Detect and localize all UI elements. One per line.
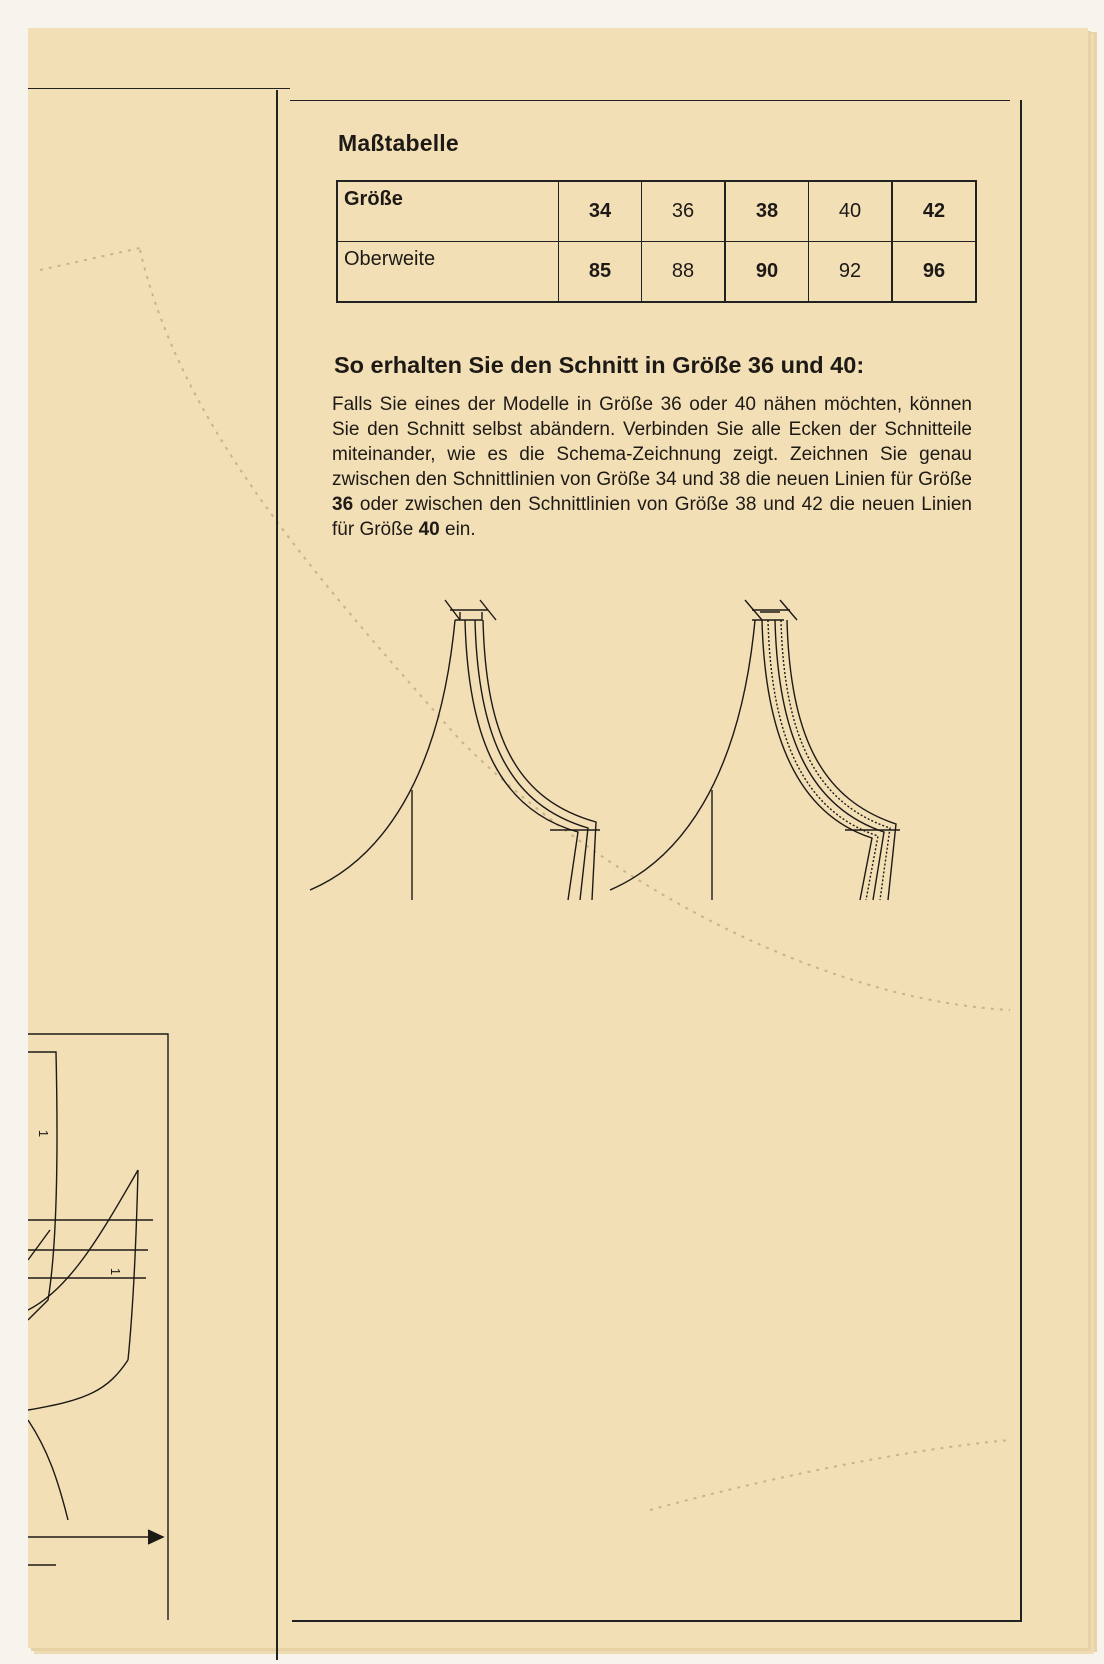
size-40-emphasis: 40 <box>418 519 440 540</box>
pattern-mark-1: 1 <box>36 1129 52 1138</box>
size-cell: 34 <box>559 181 642 242</box>
schema-drawing <box>300 590 980 920</box>
frame-line-left <box>276 90 278 1660</box>
schema-before <box>310 600 600 900</box>
bust-cell: 88 <box>642 242 726 303</box>
size-cell: 40 <box>809 181 893 242</box>
table-title: Maßtabelle <box>338 130 459 156</box>
bust-cell: 96 <box>892 242 976 303</box>
instructions-text-3: ein. <box>439 519 476 540</box>
pattern-mark-2: 1 <box>108 1267 124 1276</box>
size-table <box>336 180 977 303</box>
row-label-groesse: Größe <box>337 181 559 242</box>
content-frame-top <box>290 100 1010 101</box>
frame-line-right <box>1020 100 1022 1620</box>
bust-cell: 85 <box>559 242 642 303</box>
size-cell: 36 <box>642 181 726 242</box>
table-row <box>337 242 976 303</box>
instructions-paragraph <box>332 392 972 542</box>
table-row <box>337 181 976 242</box>
size-cell: 42 <box>892 181 976 242</box>
bust-cell: 90 <box>725 242 809 303</box>
row-label-oberweite: Oberweite <box>337 242 559 303</box>
instructions-heading: So erhalten Sie den Schnitt in Größe 36 und 40: <box>334 352 865 378</box>
frame-line-bottom <box>292 1620 1022 1622</box>
instructions-text-1: Falls Sie eines der Modelle in Größe 36 oder 40 nähen möchten, können Sie den Schnitt selbst abändern. Verbinden Sie alle Ecken der Schnitteile miteinander, wie es die Schema-Zeichnung zeigt. Zeichnen Sie genau zwischen den Schnittlinien von Größe 34 und 38 die neuen Linien für Größe <box>332 394 972 490</box>
instructions-text-2: oder zwischen den Schnittlinien von Größe 38 und 42 die neuen Linien für Größe <box>332 494 972 540</box>
schema-after <box>610 600 900 900</box>
size-36-emphasis: 36 <box>332 494 354 515</box>
size-cell: 38 <box>725 181 809 242</box>
bust-cell: 92 <box>809 242 893 303</box>
left-pattern-piece <box>28 1020 268 1620</box>
